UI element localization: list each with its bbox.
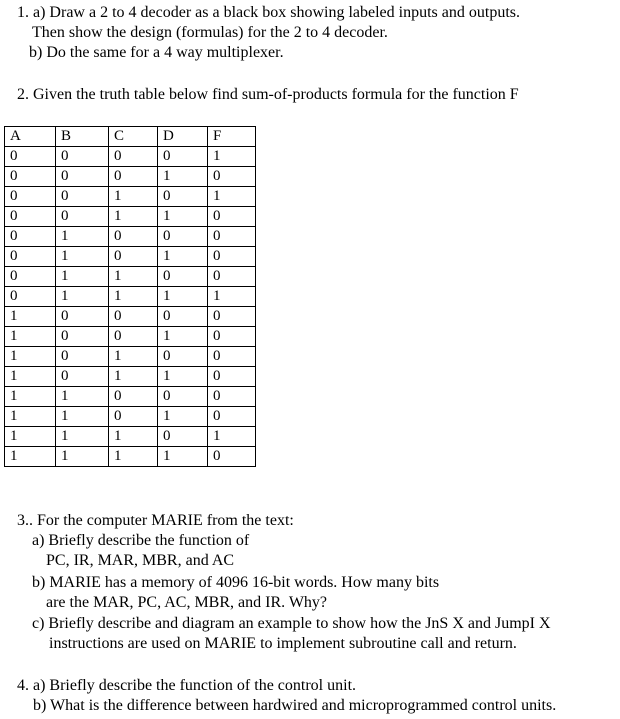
q1-line-1: 1. a) Draw a 2 to 4 decoder as a black box showing labeled inputs and outputs. bbox=[17, 4, 520, 21]
table-row bbox=[5, 147, 256, 167]
table-row bbox=[5, 247, 256, 267]
cell-c: 1 bbox=[109, 287, 158, 307]
cell-f: 0 bbox=[208, 407, 256, 427]
cell-d: 1 bbox=[158, 167, 208, 187]
cell-d: 1 bbox=[158, 247, 208, 267]
q3-line-6: c) Briefly describe and diagram an example to show how the JnS X and JumpI X bbox=[32, 615, 551, 632]
cell-f: 0 bbox=[208, 327, 256, 347]
cell-a: 1 bbox=[5, 387, 56, 407]
q3-line-5: are the MAR, PC, AC, MBR, and IR. Why? bbox=[46, 594, 328, 611]
q3-line-3: PC, IR, MAR, MBR, and AC bbox=[46, 552, 235, 569]
cell-c: 0 bbox=[109, 167, 158, 187]
cell-c: 1 bbox=[109, 267, 158, 287]
header-f: F bbox=[208, 127, 256, 147]
cell-d: 1 bbox=[158, 327, 208, 347]
cell-c: 0 bbox=[109, 147, 158, 167]
cell-b: 0 bbox=[56, 207, 109, 227]
cell-f: 0 bbox=[208, 207, 256, 227]
cell-c: 0 bbox=[109, 307, 158, 327]
cell-f: 0 bbox=[208, 307, 256, 327]
cell-a: 1 bbox=[5, 307, 56, 327]
table-row bbox=[5, 347, 256, 367]
cell-a: 0 bbox=[5, 267, 56, 287]
q4-line-1: 4. a) Briefly describe the function of the control unit. bbox=[17, 677, 357, 694]
table-row bbox=[5, 367, 256, 387]
cell-a: 1 bbox=[5, 327, 56, 347]
cell-c: 0 bbox=[109, 327, 158, 347]
cell-b: 1 bbox=[56, 447, 109, 467]
cell-a: 0 bbox=[5, 227, 56, 247]
cell-f: 0 bbox=[208, 447, 256, 467]
q3-line-4: b) MARIE has a memory of 4096 16-bit words. How many bits bbox=[32, 574, 440, 591]
q1-line-3: b) Do the same for a 4 way multiplexer. bbox=[29, 44, 284, 61]
table-row bbox=[5, 267, 256, 287]
table-row bbox=[5, 287, 256, 307]
cell-b: 1 bbox=[56, 227, 109, 247]
table-row bbox=[5, 207, 256, 227]
cell-f: 1 bbox=[208, 427, 256, 447]
cell-d: 0 bbox=[158, 347, 208, 367]
header-b: B bbox=[56, 127, 109, 147]
cell-c: 1 bbox=[109, 187, 158, 207]
cell-b: 0 bbox=[56, 167, 109, 187]
q2-text: 2. Given the truth table below find sum-of-products formula for the function F bbox=[17, 86, 519, 103]
cell-f: 0 bbox=[208, 167, 256, 187]
cell-d: 0 bbox=[158, 387, 208, 407]
cell-c: 0 bbox=[109, 227, 158, 247]
cell-c: 0 bbox=[109, 247, 158, 267]
cell-b: 1 bbox=[56, 287, 109, 307]
cell-b: 0 bbox=[56, 187, 109, 207]
cell-c: 1 bbox=[109, 367, 158, 387]
q1-line-2: Then show the design (formulas) for the 2 to 4 decoder. bbox=[32, 24, 388, 41]
table-row bbox=[5, 227, 256, 247]
cell-a: 0 bbox=[5, 147, 56, 167]
q4-line-2: b) What is the difference between hardwired and microprogrammed control units. bbox=[33, 697, 557, 714]
cell-d: 0 bbox=[158, 187, 208, 207]
cell-a: 0 bbox=[5, 247, 56, 267]
table-row bbox=[5, 387, 256, 407]
cell-d: 1 bbox=[158, 367, 208, 387]
cell-f: 0 bbox=[208, 367, 256, 387]
cell-d: 0 bbox=[158, 227, 208, 247]
cell-a: 1 bbox=[5, 407, 56, 427]
table-row bbox=[5, 427, 256, 447]
cell-d: 1 bbox=[158, 447, 208, 467]
cell-b: 1 bbox=[56, 387, 109, 407]
cell-f: 1 bbox=[208, 287, 256, 307]
cell-c: 1 bbox=[109, 447, 158, 467]
cell-f: 0 bbox=[208, 347, 256, 367]
cell-d: 1 bbox=[158, 407, 208, 427]
cell-b: 1 bbox=[56, 267, 109, 287]
cell-f: 0 bbox=[208, 387, 256, 407]
truth-table-header-row bbox=[5, 127, 256, 147]
cell-f: 0 bbox=[208, 227, 256, 247]
cell-b: 0 bbox=[56, 367, 109, 387]
cell-c: 0 bbox=[109, 407, 158, 427]
q3-line-1: 3.. For the computer MARIE from the text: bbox=[17, 512, 294, 529]
q3-line-2: a) Briefly describe the function of bbox=[32, 532, 250, 549]
cell-b: 0 bbox=[56, 307, 109, 327]
cell-d: 0 bbox=[158, 147, 208, 167]
cell-c: 0 bbox=[109, 387, 158, 407]
cell-f: 1 bbox=[208, 147, 256, 167]
header-d: D bbox=[158, 127, 208, 147]
cell-f: 1 bbox=[208, 187, 256, 207]
cell-f: 0 bbox=[208, 267, 256, 287]
table-row bbox=[5, 447, 256, 467]
cell-a: 1 bbox=[5, 367, 56, 387]
truth-table bbox=[4, 126, 256, 467]
table-row bbox=[5, 307, 256, 327]
cell-b: 1 bbox=[56, 247, 109, 267]
cell-d: 1 bbox=[158, 287, 208, 307]
table-row bbox=[5, 327, 256, 347]
cell-a: 1 bbox=[5, 427, 56, 447]
q3-line-7: instructions are used on MARIE to implement subroutine call and return. bbox=[49, 635, 517, 652]
cell-b: 0 bbox=[56, 347, 109, 367]
cell-c: 1 bbox=[109, 347, 158, 367]
cell-d: 1 bbox=[158, 207, 208, 227]
cell-a: 0 bbox=[5, 287, 56, 307]
cell-f: 0 bbox=[208, 247, 256, 267]
cell-d: 0 bbox=[158, 427, 208, 447]
cell-c: 1 bbox=[109, 207, 158, 227]
cell-b: 1 bbox=[56, 427, 109, 447]
cell-b: 0 bbox=[56, 327, 109, 347]
table-row bbox=[5, 187, 256, 207]
cell-d: 0 bbox=[158, 267, 208, 287]
cell-a: 1 bbox=[5, 347, 56, 367]
cell-a: 0 bbox=[5, 167, 56, 187]
cell-a: 1 bbox=[5, 447, 56, 467]
table-row bbox=[5, 407, 256, 427]
cell-a: 0 bbox=[5, 207, 56, 227]
cell-a: 0 bbox=[5, 187, 56, 207]
cell-d: 0 bbox=[158, 307, 208, 327]
cell-b: 1 bbox=[56, 407, 109, 427]
table-row bbox=[5, 167, 256, 187]
header-c: C bbox=[109, 127, 158, 147]
cell-c: 1 bbox=[109, 427, 158, 447]
header-a: A bbox=[5, 127, 56, 147]
cell-b: 0 bbox=[56, 147, 109, 167]
